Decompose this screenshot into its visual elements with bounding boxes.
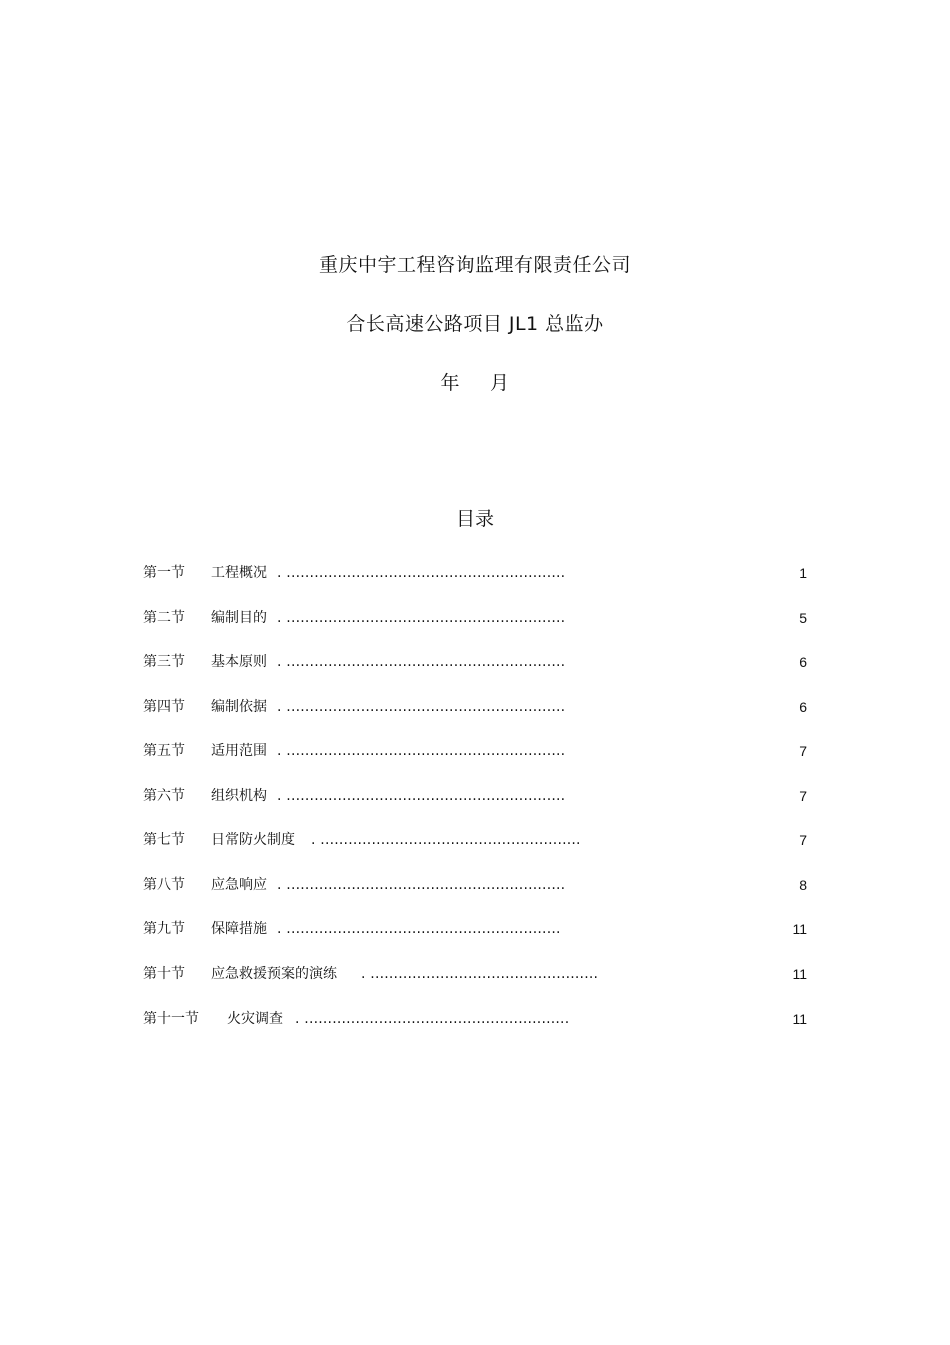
toc-leader-dots: . ............................................................ <box>277 565 566 581</box>
project-office-name: 合长高速公路项目 JL1 总监办 <box>346 313 604 335</box>
toc-section-title: 火灾调查 <box>227 1011 283 1027</box>
toc-entry[interactable] <box>143 786 807 806</box>
toc-page-number: 1 <box>799 565 807 581</box>
toc-entry[interactable] <box>143 875 807 895</box>
toc-page-number: 6 <box>799 654 807 670</box>
toc-page-number: 7 <box>799 832 807 848</box>
toc-entry[interactable] <box>143 919 807 939</box>
toc-section-title: 编制依据 <box>211 699 267 715</box>
toc-section-number: 第五节 <box>143 743 185 759</box>
toc-page-number: 8 <box>799 877 807 893</box>
toc-section-number: 第八节 <box>143 877 185 893</box>
toc-entry[interactable] <box>143 1009 807 1029</box>
toc-section-title: 基本原则 <box>211 654 267 670</box>
toc-leader-dots: . ............................................................ <box>277 654 566 670</box>
toc-page-number: 7 <box>799 743 807 759</box>
toc-section-title: 组织机构 <box>211 788 267 804</box>
toc-leader-dots: . ........................................................... <box>277 921 561 937</box>
toc-section-title: 适用范围 <box>211 743 267 759</box>
toc-title: 目录 <box>455 508 494 530</box>
toc-section-number: 第一节 <box>143 565 185 581</box>
toc-section-number: 第七节 <box>143 832 185 848</box>
toc-leader-dots: . ............................................................ <box>277 788 566 804</box>
toc-leader-dots: . ............................................................ <box>277 610 566 626</box>
toc-page-number: 11 <box>792 966 807 982</box>
toc-section-title: 工程概况 <box>211 565 267 581</box>
toc-entry[interactable] <box>143 741 807 761</box>
toc-section-number: 第十节 <box>143 966 185 982</box>
toc-leader-dots: . ............................................................ <box>277 877 566 893</box>
toc-entry[interactable] <box>143 964 807 984</box>
toc-page-number: 5 <box>799 610 807 626</box>
toc-page-number: 7 <box>799 788 807 804</box>
toc-leader-dots: . ........................................................ <box>311 832 581 848</box>
date-month: 月 <box>490 372 510 394</box>
toc-entry[interactable] <box>143 697 807 717</box>
toc-section-number: 第六节 <box>143 788 185 804</box>
toc-section-title: 应急响应 <box>211 877 267 893</box>
toc-entry[interactable] <box>143 652 807 672</box>
toc-leader-dots: . ............................................................ <box>277 699 566 715</box>
toc-page-number: 11 <box>792 1011 807 1027</box>
company-name: 重庆中宇工程咨询监理有限责任公司 <box>318 254 631 276</box>
toc-entry[interactable] <box>143 563 807 583</box>
toc-entry[interactable] <box>143 608 807 628</box>
toc-leader-dots: . ......................................................... <box>295 1011 570 1027</box>
toc-leader-dots: . ................................................. <box>361 966 599 982</box>
toc-section-number: 第九节 <box>143 921 185 937</box>
toc-section-title: 日常防火制度 <box>211 832 295 848</box>
toc-section-number: 第三节 <box>143 654 185 670</box>
toc-section-title: 编制目的 <box>211 610 267 626</box>
date-year: 年 <box>440 372 460 394</box>
toc-section-title: 应急救援预案的演练 <box>211 966 337 982</box>
toc-page-number: 11 <box>792 921 807 937</box>
toc-section-number: 第二节 <box>143 610 185 626</box>
toc-page-number: 6 <box>799 699 807 715</box>
toc-section-number: 第十一节 <box>143 1011 199 1027</box>
toc-entry[interactable] <box>143 830 807 850</box>
toc-section-title: 保障措施 <box>211 921 267 937</box>
toc-leader-dots: . ............................................................ <box>277 743 566 759</box>
toc-section-number: 第四节 <box>143 699 185 715</box>
